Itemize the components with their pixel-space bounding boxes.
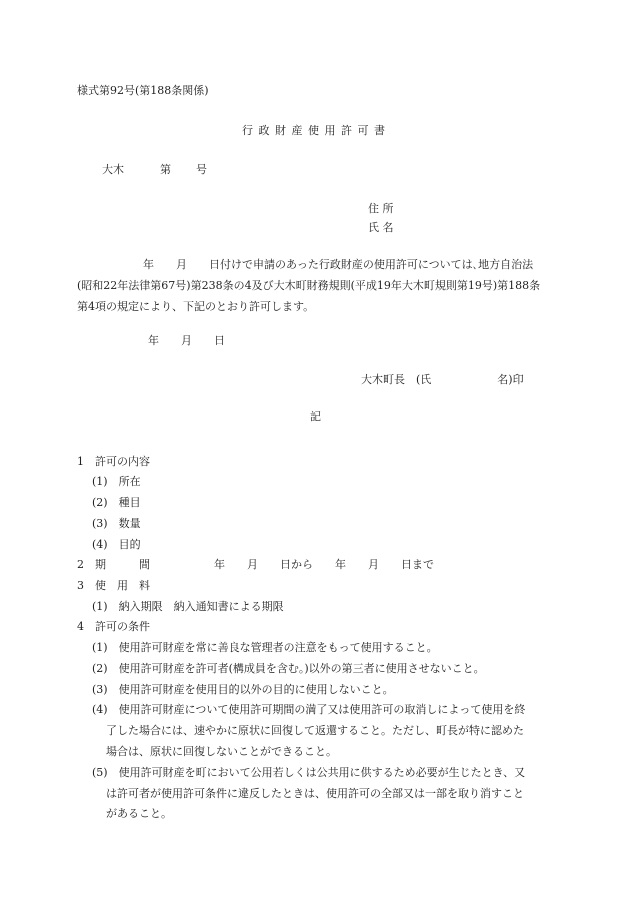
- condition-item-continuation: があること。: [106, 807, 172, 820]
- doc-number-go: 号: [196, 163, 207, 176]
- condition-item: (4) 使用許可財産について使用許可期間の満了又は使用許可の取消しによって使用を終: [92, 703, 526, 716]
- section-2-label: 2 期 間: [77, 558, 150, 571]
- section-4-heading: 4 許可の条件: [77, 620, 150, 633]
- section-1-item: (1) 所在: [92, 475, 141, 488]
- recipient-name-label: 氏 名: [368, 221, 394, 234]
- condition-item-continuation: 場合は、原状に回復しないことができること。: [106, 745, 337, 758]
- condition-item: (5) 使用許可財産を町において公用若しくは公共用に供するため必要が生じたとき、又: [92, 766, 526, 779]
- body-paragraph: [77, 259, 563, 322]
- section-3-item: (1) 納入期限 納入通知書による期限: [92, 600, 284, 613]
- form-number: 様式第92号(第188条関係): [77, 84, 209, 97]
- condition-item-continuation: は許可者が使用許可条件に違反したときは、使用許可の全部又は一部を取り消すこと: [106, 787, 524, 800]
- doc-number-prefix: 大木: [102, 163, 124, 176]
- section-2-period: 年 月 日から 年 月 日まで: [214, 558, 434, 571]
- ki-marker: 記: [310, 410, 321, 423]
- condition-item: (1) 使用許可財産を常に善良な管理者の注意をもって使用すること。: [92, 641, 438, 654]
- condition-item: (2) 使用許可財産を許可者(構成員を含む。)以外の第三者に使用させないこと。: [92, 662, 485, 675]
- body-line: (昭和22年法律第67号)第238条の4及び大木町財務規則(平成19年大木町規則第19号)第188条: [77, 279, 541, 292]
- doc-number-dai: 第: [160, 163, 171, 176]
- section-1-item: (4) 目的: [92, 538, 141, 551]
- section-1-item: (3) 数量: [92, 517, 141, 530]
- body-line: 第4項の規定により、下記のとおり許可します。: [77, 300, 315, 313]
- section-1-item: (2) 種目: [92, 496, 141, 509]
- body-line: 年 月 日付けで申請のあった行政財産の使用許可については､地方自治法: [77, 258, 534, 271]
- document-title: 行 政 財 産 使 用 許 可 書: [242, 124, 386, 137]
- section-1-heading: 1 許可の内容: [77, 455, 150, 468]
- condition-item: (3) 使用許可財産を使用目的以外の目的に使用しないこと。: [92, 683, 394, 696]
- issuer-signature: 大木町長 (氏 名)印: [361, 373, 524, 386]
- issue-date: 年 月 日: [148, 334, 225, 347]
- condition-item-continuation: 了した場合には、速やかに原状に回復して返還すること。ただし、町長が特に認めた: [106, 724, 524, 737]
- section-3-heading: 3 使 用 料: [77, 579, 150, 592]
- recipient-address-label: 住 所: [368, 202, 394, 215]
